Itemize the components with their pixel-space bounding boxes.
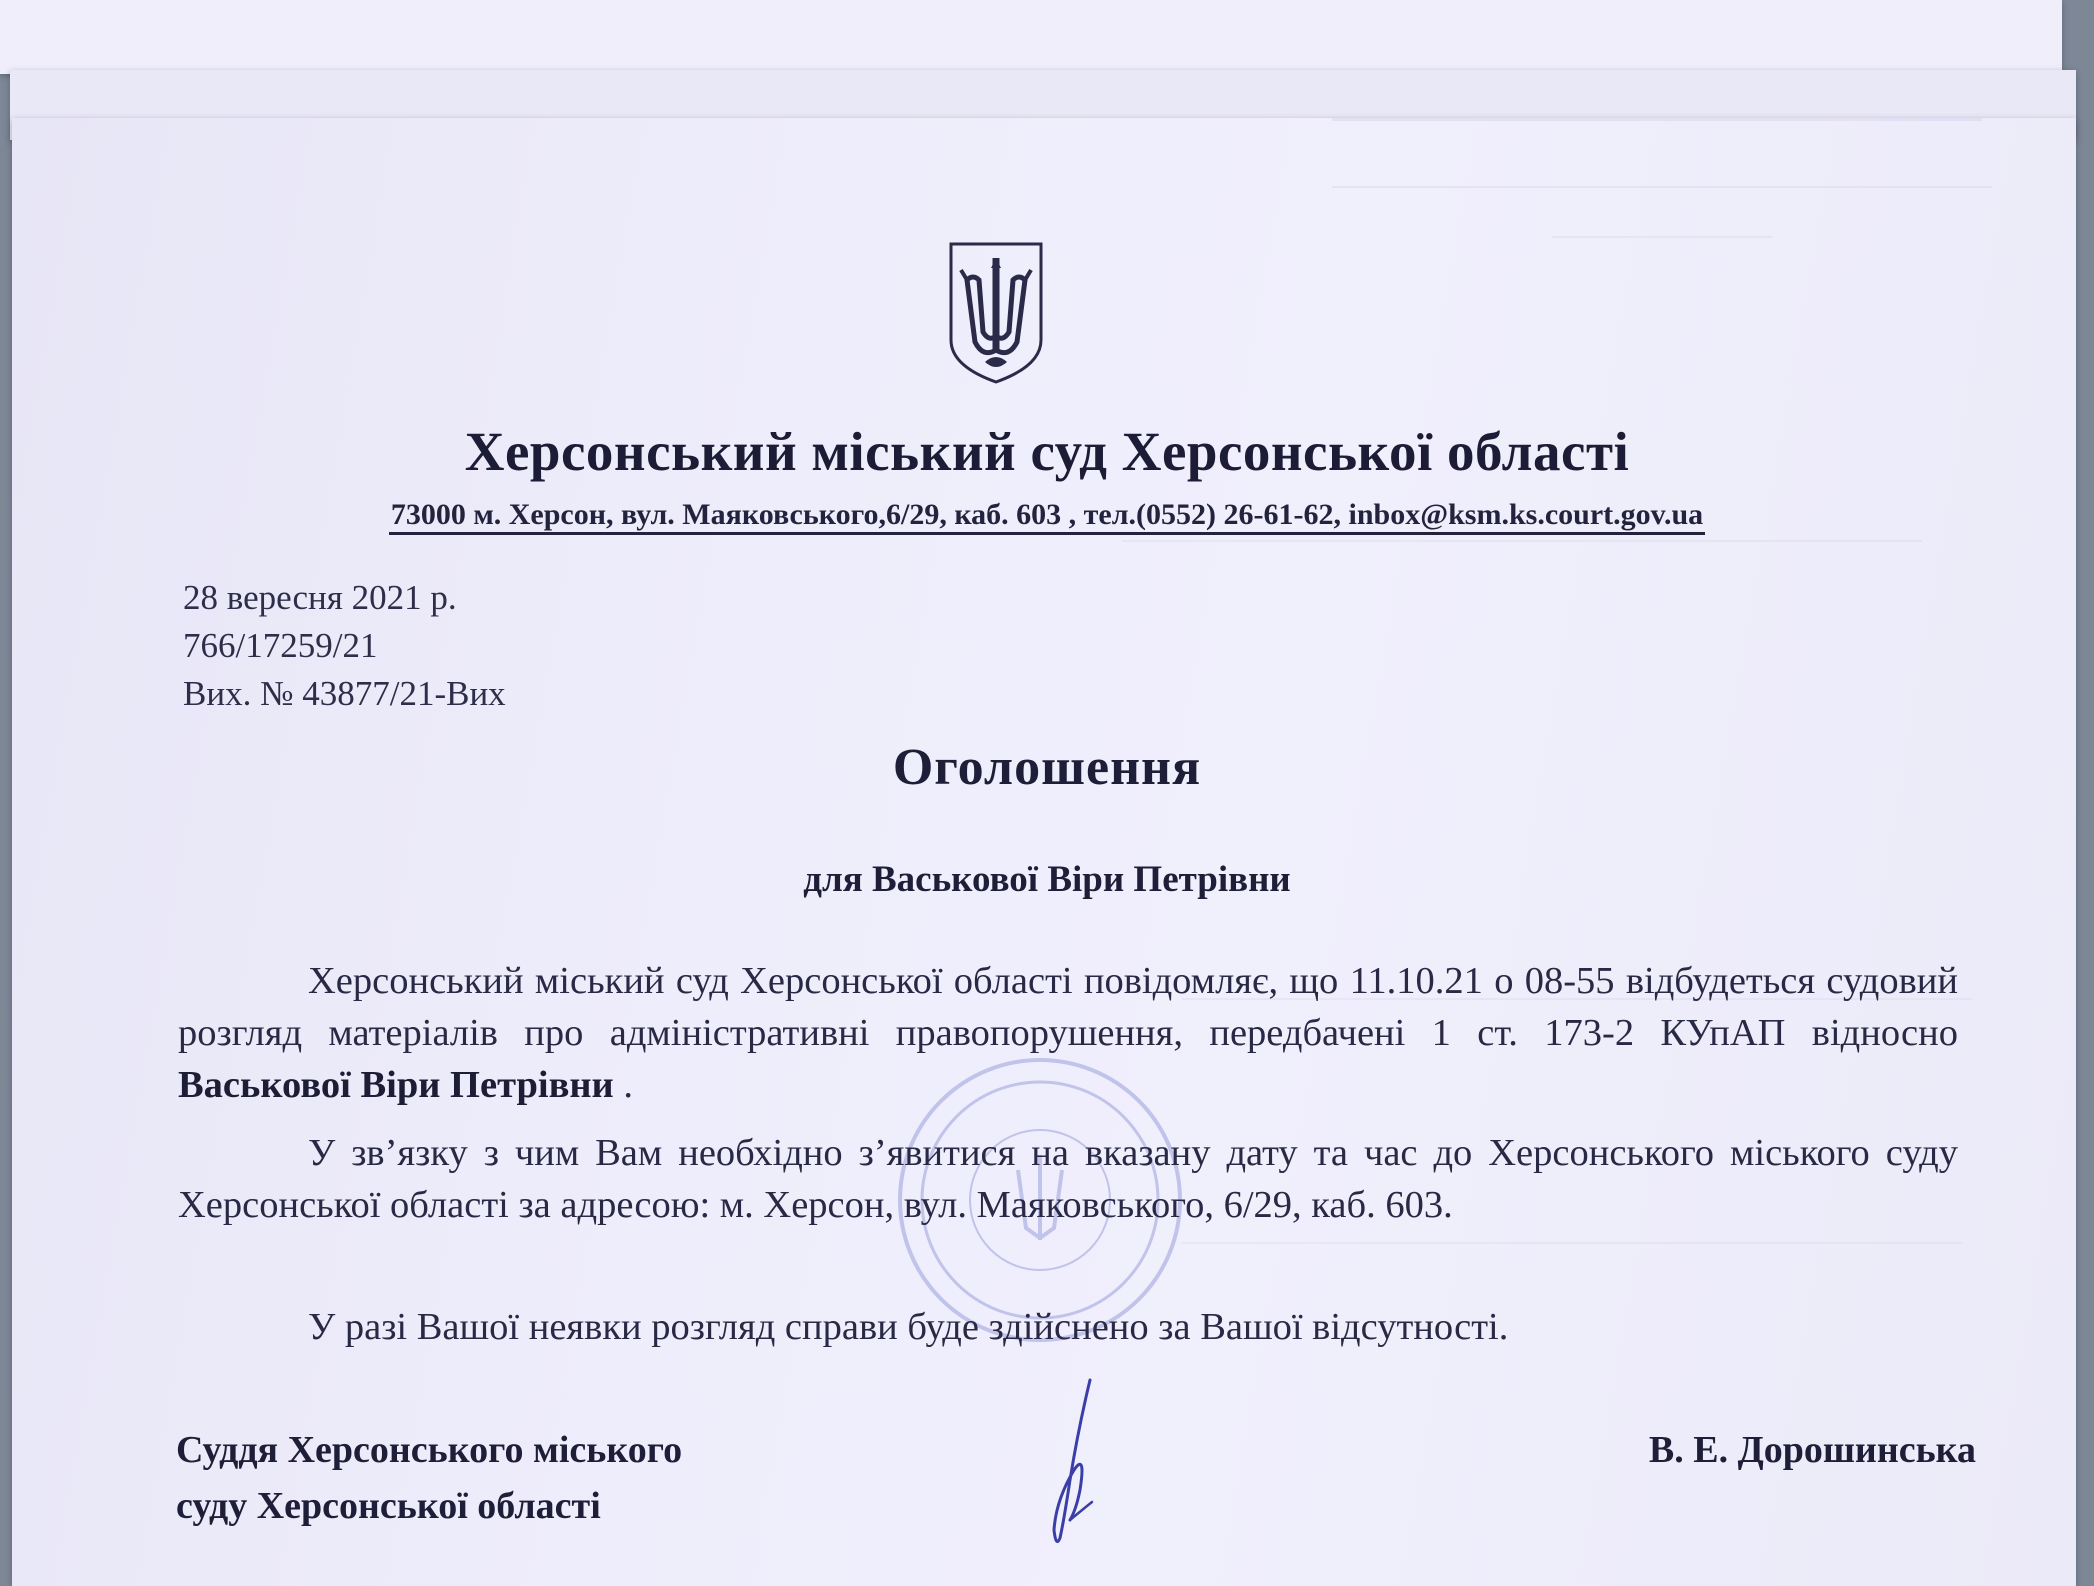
paragraph-1-end: .: [613, 1064, 633, 1106]
paragraph-2-text: У зв’язку з чим Вам необхідно з’явитися на вказану дату та час до Херсонського міського суду Херсонської області за адресою: м. Херсон, вул. Маяковського, 6/29, каб. 603.: [178, 1132, 1958, 1226]
notice-paragraph-1: [178, 955, 1958, 1111]
paragraph-3-text: У разі Вашої неявки розгляд справи буде здійснено за Вашої відсутності.: [308, 1306, 1509, 1348]
court-address-line: [0, 498, 2094, 532]
case-number: 766/17259/21: [183, 626, 378, 665]
notice-paragraph-3: [178, 1301, 1958, 1353]
bleed-through-line: [1332, 186, 1992, 188]
document-date: 28 вересня 2021 р.: [183, 578, 457, 617]
ukraine-trident-emblem-icon: [945, 240, 1047, 386]
back-sheet-top: [0, 0, 2062, 74]
judge-name: В. Е. Дорошинська: [1648, 1429, 1976, 1471]
outgoing-number: Вих. № 43877/21-Вих: [183, 674, 506, 713]
court-name-heading: Херсонський міський суд Херсонської області: [464, 421, 1630, 482]
judge-position-line-2: суду Херсонської області: [176, 1485, 601, 1527]
bleed-through-line: [1122, 540, 1922, 542]
handwritten-signature: [1030, 1370, 1110, 1550]
defendant-name: Васькової Віри Петрівни: [178, 1064, 614, 1106]
recipient-line: для Васькової Віри Петрівни: [803, 859, 1291, 900]
bleed-through-line: [1182, 1242, 1962, 1244]
paragraph-1-text: Херсонський міський суд Херсонської області повідомляє, що 11.10.21 о 08-55 відбудеться судовий розгляд матеріалів про адміністративні правопорушення, передбачені 1 ст. 173-2 КУпАП відносно: [178, 960, 1958, 1054]
bleed-through-line: [1332, 118, 1982, 121]
judge-position-line-1: Суддя Херсонського міського: [176, 1429, 683, 1471]
notice-paragraph-2: [178, 1127, 1958, 1231]
judge-position: [176, 1422, 682, 1534]
court-address-text: 73000 м. Херсон, вул. Маяковського,6/29, каб. 603 , тел.(0552) 26-61-62, inbox@ksm.ks.court.gov.ua: [389, 498, 1705, 535]
document-title: Оголошення: [892, 739, 1202, 796]
bleed-through-line: [1552, 236, 1772, 238]
